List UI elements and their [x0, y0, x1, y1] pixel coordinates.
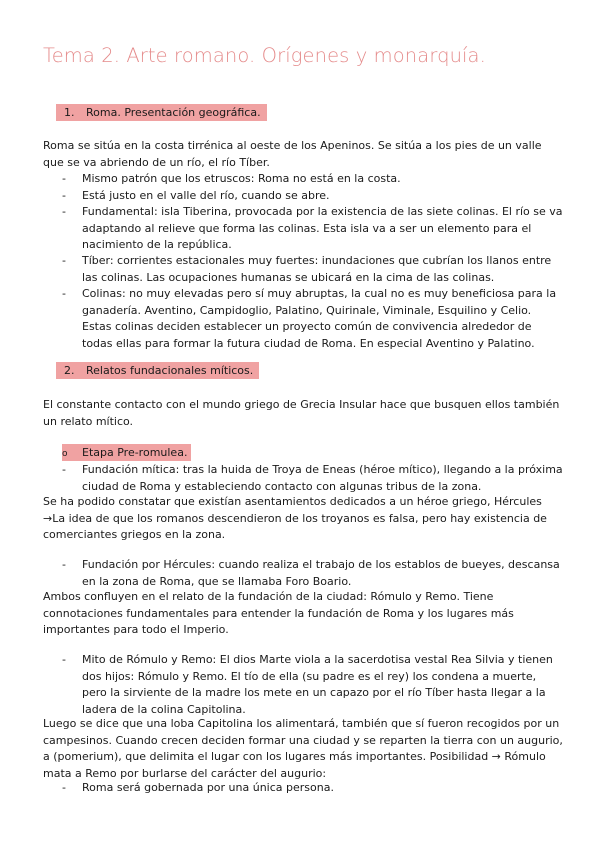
sub-heading-text: Etapa Pre-romulea. [82, 446, 188, 459]
dash-bullet: - [62, 287, 66, 300]
dash-bullet: - [62, 653, 66, 666]
section-heading-text: Relatos fundacionales míticos. [86, 364, 254, 377]
section-number: 2. [64, 364, 75, 377]
section-heading-2 [56, 362, 259, 379]
paragraph: Se ha podido constatar que existían asentamientos dedicados a un héroe griego, Hércules →La idea de que los romanos descendieron de los troyanos es falsa, pero hay existencia de comerciantes griegos en la zona. [43, 495, 547, 541]
dash-bullet: - [62, 781, 66, 794]
list-item-text: Fundación por Hércules: cuando realiza el trabajo de los establos de bueyes, descansa en la zona de Roma, que se llamaba Foro Boario. [82, 558, 560, 588]
page-title: Tema 2. Arte romano. Orígenes y monarquía. [43, 44, 486, 67]
list-item-text: Fundamental: isla Tiberina, provocada por la existencia de las siete colinas. El río se va adaptando al relieve que forma las colinas. Esta isla va a ser un elemento para el nacimiento de la república. [82, 205, 563, 251]
section-heading-text: Roma. Presentación geográfica. [86, 106, 261, 119]
paragraph: Luego se dice que una loba Capitolina los alimentará, también que sí fueron recogidos por un campesinos. Cuando crecen deciden formar una ciudad y se reparten la tierra con un augurio, a (pomerium), que delimita el lugar con los lugares más importantes. Posibilidad → Rómulo mata a Remo por burlarse del carácter del augurio: [43, 717, 563, 780]
list-item-text: Está justo en el valle del río, cuando se abre. [82, 189, 330, 202]
dash-bullet: - [62, 558, 66, 571]
dash-bullet: - [62, 463, 66, 476]
section-number: 1. [64, 106, 75, 119]
dash-bullet: - [62, 172, 66, 185]
dash-bullet: - [62, 189, 66, 202]
list-item-text: Fundación mítica: tras la huida de Troya de Eneas (héroe mítico), llegando a la próxima ciudad de Roma y estableciendo contacto con algunas tribus de la zona. [82, 463, 563, 493]
paragraph: Roma se sitúa en la costa tirrénica al oeste de los Apeninos. Se sitúa a los pies de un valle que se va abriendo de un río, el río Tíber. [43, 139, 542, 169]
list-item-text: Mismo patrón que los etruscos: Roma no está en la costa. [82, 172, 401, 185]
paragraph: El constante contacto con el mundo griego de Grecia Insular hace que busquen ellos también un relato mítico. [43, 398, 560, 428]
list-item-text: Roma será gobernada por una única persona. [82, 781, 334, 794]
section-heading-1 [56, 104, 267, 121]
list-item-text: Tíber: corrientes estacionales muy fuertes: inundaciones que cubrían los llanos entre las colinas. Las ocupaciones humanas se ubicará en la cima de las colinas. [82, 254, 552, 284]
circle-bullet: o [62, 449, 68, 459]
paragraph: Ambos confluyen en el relato de la fundación de la ciudad: Rómulo y Remo. Tiene connotaciones fundamentales para entender la fundación de Roma y los lugares más importantes para todo el Imperio. [43, 590, 514, 636]
dash-bullet: - [62, 254, 66, 267]
sub-heading [62, 444, 191, 461]
dash-bullet: - [62, 205, 66, 218]
list-item-text: Colinas: no muy elevadas pero sí muy abruptas, la cual no es muy beneficiosa para la ganadería. Aventino, Campidoglio, Palatino, Quirinale, Viminale, Esquilino y Celio. Estas colinas deciden establecer un proyecto común de convivencia alrededor de todas ellas para formar la futura ciudad de Roma. En especial Aventino y Palatino. [82, 287, 557, 350]
list-item-text: Mito de Rómulo y Remo: El dios Marte viola a la sacerdotisa vestal Rea Silvia y tienen dos hijos: Rómulo y Remo. El tío de ella (su padre es el rey) los condena a muerte, pero la sirviente de la madre los mete en un capazo por el río Tíber hasta llegar a la ladera de la colina Capitolina. [82, 653, 553, 716]
